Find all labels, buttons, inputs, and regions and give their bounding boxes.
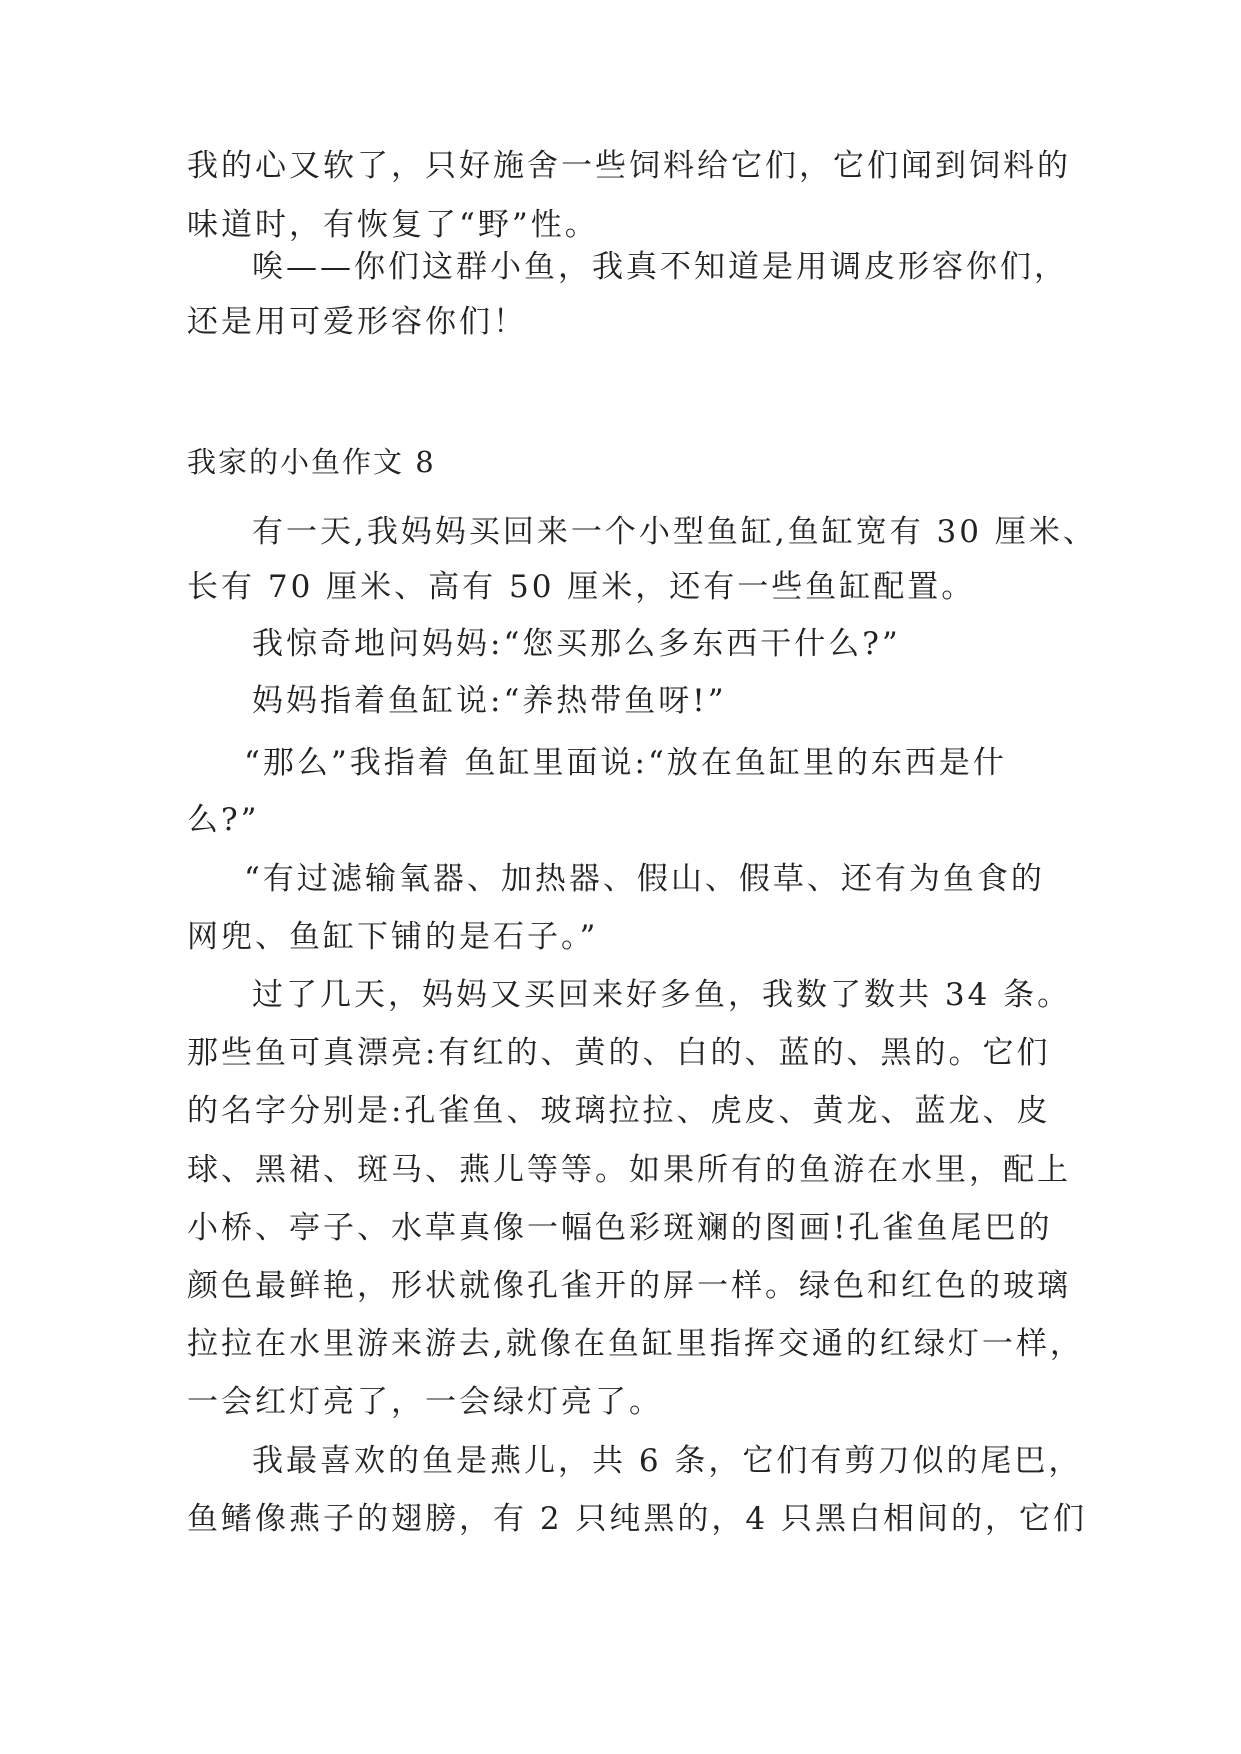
text-line: 小桥、亭子、水草真像一幅色彩斑斓的图画!孔雀鱼尾巴的: [187, 1210, 1053, 1246]
text-line: 长有 70 厘米、高有 50 厘米，还有一些鱼缸配置。: [187, 569, 976, 605]
text-line: 一会红灯亮了，一会绿灯亮了。: [187, 1384, 663, 1420]
text-line: 有一天,我妈妈买回来一个小型鱼缸,鱼缸宽有 30 厘米、: [252, 514, 1097, 550]
text-line: 味道时，有恢复了“野”性。: [187, 207, 599, 243]
text-line: 鱼鳍像燕子的翅膀，有 2 只纯黑的，4 只黑白相间的，它们: [187, 1501, 1088, 1537]
text-line: 妈妈指着鱼缸说:“养热带鱼呀!”: [252, 683, 727, 719]
text-line: 我最喜欢的鱼是燕儿，共 6 条，它们有剪刀似的尾巴，: [252, 1443, 1083, 1479]
text-line: 球、黑裙、斑马、燕儿等等。如果所有的鱼游在水里，配上: [187, 1152, 1071, 1188]
text-line: 的名字分别是:孔雀鱼、玻璃拉拉、虎皮、黄龙、蓝龙、皮: [187, 1093, 1051, 1129]
text-line: 那些鱼可真漂亮:有红的、黄的、白的、蓝的、黑的。它们: [187, 1035, 1051, 1071]
text-line: 拉拉在水里游来游去,就像在鱼缸里指挥交通的红绿灯一样，: [187, 1326, 1084, 1362]
text-line: 我惊奇地问妈妈:“您买那么多东西干什么?”: [252, 626, 901, 662]
text-line: “有过滤输氧器、加热器、假山、假草、还有为鱼食的: [244, 861, 1045, 897]
text-line: 网兜、鱼缸下铺的是石子。”: [187, 919, 599, 955]
text-line: 么?”: [187, 802, 260, 838]
text-line: 唉——你们这群小鱼，我真不知道是用调皮形容你们，: [252, 249, 1068, 285]
text-line: 还是用可爱形容你们！: [187, 304, 527, 340]
section-title: 我家的小鱼作文 8: [187, 445, 436, 479]
text-line: 我的心又软了，只好施舍一些饲料给它们，它们闻到饲料的: [187, 148, 1071, 184]
text-line: 颜色最鲜艳，形状就像孔雀开的屏一样。绿色和红色的玻璃: [187, 1268, 1071, 1304]
text-line: “那么”我指着 鱼缸里面说:“放在鱼缸里的东西是什: [244, 745, 1007, 781]
text-line: 过了几天，妈妈又买回来好多鱼，我数了数共 34 条。: [252, 977, 1072, 1013]
